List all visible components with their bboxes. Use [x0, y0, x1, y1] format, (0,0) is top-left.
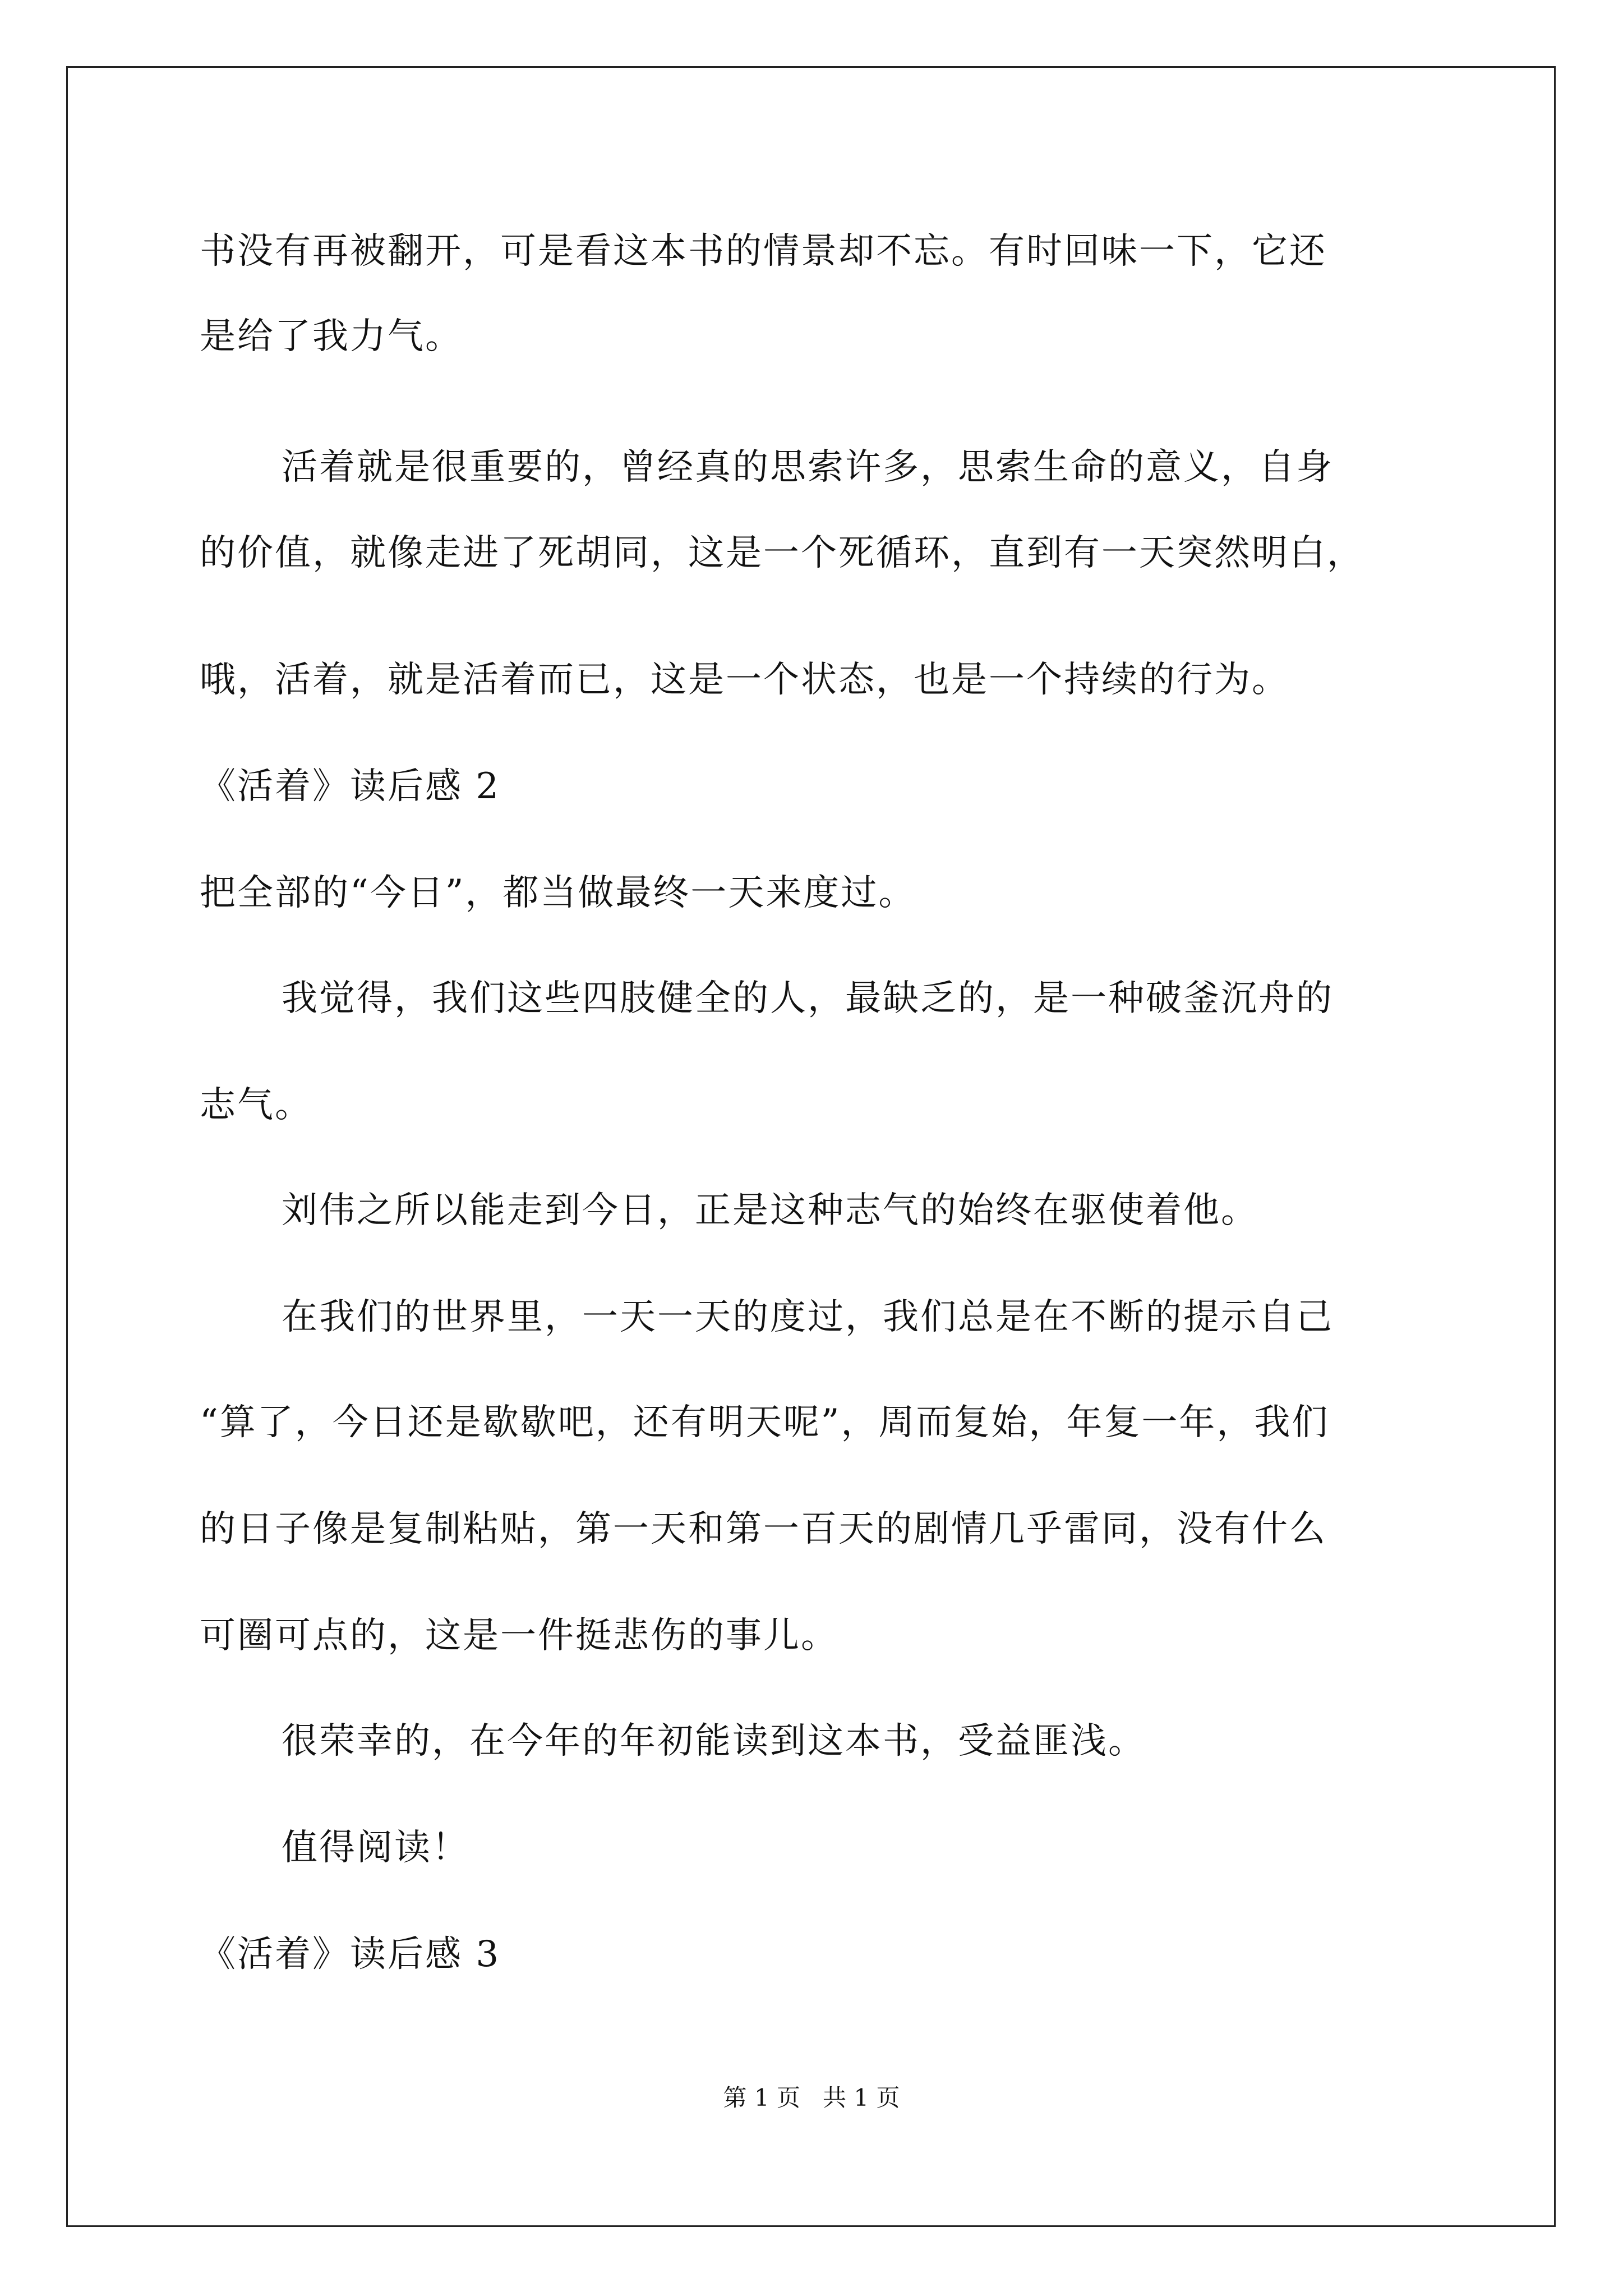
paragraph-line: 我觉得，我们这些四肢健全的人，最缺乏的，是一种破釜沉舟的 — [282, 978, 1334, 1019]
section-heading: 《活着》读后感 3 — [200, 1934, 501, 1975]
paragraph-line: 可圈可点的，这是一件挺悲伤的事儿。 — [200, 1615, 838, 1657]
page-border — [66, 66, 1556, 2227]
paragraph-line: 把全部的“今日”，都当做最终一天来度过。 — [200, 872, 916, 914]
paragraph-line: 很荣幸的，在今年的年初能读到这本书，受益匪浅。 — [282, 1720, 1146, 1762]
paragraph-line: 志气。 — [200, 1084, 312, 1126]
paragraph-line: 的日子像是复制粘贴，第一天和第一百天的剧情几乎雷同，没有什么 — [200, 1508, 1327, 1550]
paragraph-line: “算了，今日还是歇歇吧，还有明天呢”，周而复始，年复一年，我们 — [200, 1402, 1330, 1443]
section-heading: 《活着》读后感 2 — [200, 766, 501, 807]
paragraph-line: 在我们的世界里，一天一天的度过，我们总是在不断的提示自己 — [282, 1296, 1334, 1338]
paragraph-line: 刘伟之所以能走到今日，正是这种志气的始终在驱使着他。 — [282, 1190, 1258, 1231]
paragraph-line: 活着就是很重要的，曾经真的思索许多，思索生命的意义，自身 — [282, 447, 1334, 488]
paragraph-line: 书没有再被翻开，可是看这本书的情景却不忘。有时回味一下，它还 — [200, 231, 1327, 272]
paragraph-line: 是给了我力气。 — [200, 316, 463, 357]
paragraph-line: 哦，活着，就是活着而已，这是一个状态，也是一个持续的行为。 — [200, 659, 1289, 701]
page-footer: 第 1 页 共 1 页 — [723, 2084, 900, 2111]
paragraph-line: 值得阅读！ — [282, 1827, 469, 1869]
paragraph-line: 的价值，就像走进了死胡同，这是一个死循环，直到有一天突然明白， — [200, 532, 1364, 574]
